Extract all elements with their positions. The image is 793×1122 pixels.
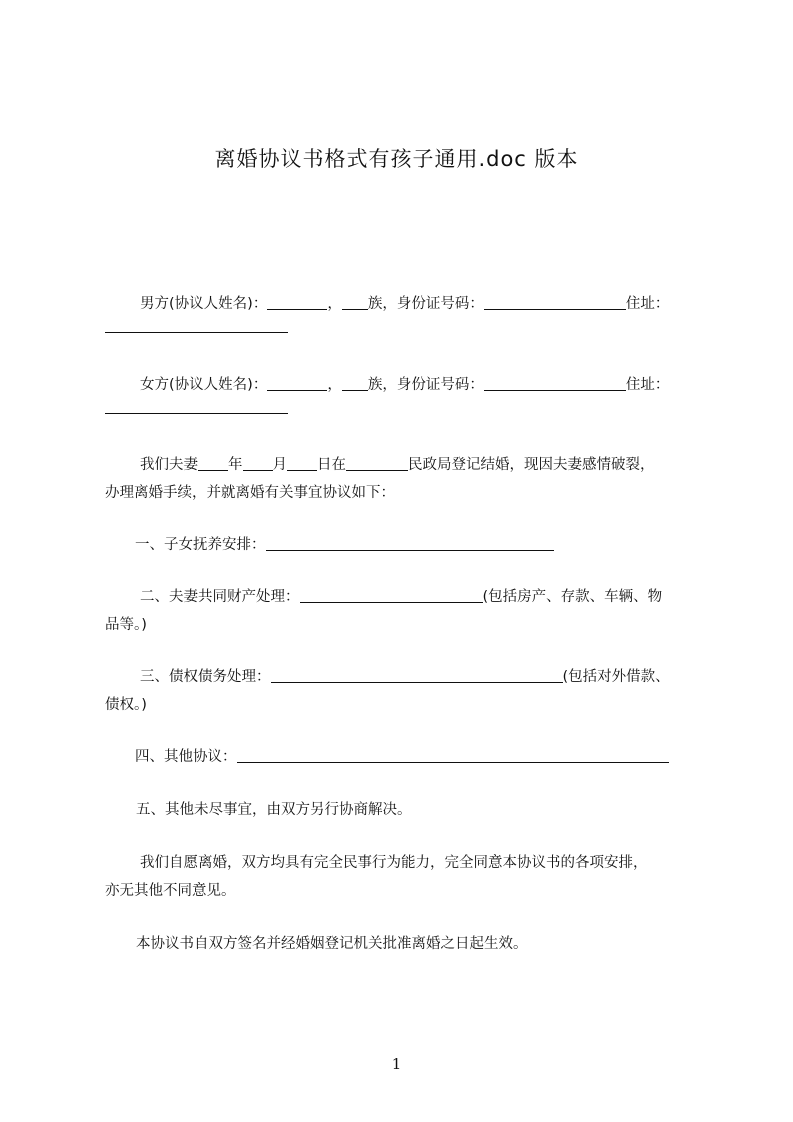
property-line: [140, 585, 662, 606]
month-label: 月: [272, 457, 287, 473]
wife-label: 女方(协议人姓名)：: [140, 377, 268, 393]
husband-line: [140, 292, 669, 313]
debts-blank[interactable]: [271, 668, 563, 683]
wife-address-label: 住址：: [625, 377, 670, 393]
bureau-blank[interactable]: [346, 456, 408, 471]
husband-label: 男方(协议人姓名)：: [140, 296, 268, 312]
day-blank[interactable]: [287, 456, 317, 471]
debts-note-2: 债权。): [105, 697, 147, 713]
voluntary-line-1: 我们自愿离婚，双方均具有完全民事行为能力，完全同意本协议书的各项安排，: [140, 855, 648, 871]
wife-id-label: 族，身份证号码：: [367, 377, 484, 393]
year-blank[interactable]: [198, 456, 228, 471]
debts-note: (包括对外借款、: [562, 669, 670, 685]
year-label: 年: [228, 457, 243, 473]
other-line: [135, 745, 669, 766]
husband-address-blank[interactable]: [105, 332, 288, 333]
other-label: 四、其他协议：: [135, 749, 237, 765]
comma: ，: [327, 377, 342, 393]
wife-address-blank[interactable]: [105, 413, 288, 414]
debts-label: 三、债权债务处理：: [140, 669, 271, 685]
other-blank[interactable]: [237, 748, 669, 763]
comma: ，: [327, 296, 342, 312]
property-note-2: 品等。): [105, 617, 147, 633]
wife-line: [140, 373, 669, 394]
property-blank[interactable]: [300, 588, 483, 603]
property-label: 二、夫妻共同财产处理：: [140, 589, 300, 605]
debts-line: [140, 665, 670, 686]
children-label: 一、子女抚养安排：: [135, 537, 266, 553]
children-line: [135, 533, 554, 554]
husband-ethnic-blank[interactable]: [342, 295, 368, 310]
marriage-text-2: 民政局登记结婚，现因夫妻感情破裂，: [408, 457, 655, 473]
marriage-text: 我们夫妻: [140, 457, 198, 473]
wife-ethnic-blank[interactable]: [342, 376, 368, 391]
children-blank[interactable]: [266, 536, 554, 551]
unresolved-line: 五、其他未尽事宜，由双方另行协商解决。: [136, 802, 412, 818]
husband-id-blank[interactable]: [484, 295, 626, 310]
month-blank[interactable]: [243, 456, 273, 471]
page-number: 1: [391, 1055, 402, 1073]
property-note: (包括房产、存款、车辆、物: [482, 589, 663, 605]
husband-id-label: 族，身份证号码：: [367, 296, 484, 312]
document-title: 离婚协议书格式有孩子通用.doc 版本: [214, 147, 579, 171]
voluntary-line-2: 亦无其他不同意见。: [105, 883, 236, 899]
wife-name-blank[interactable]: [267, 376, 327, 391]
husband-address-label: 住址：: [625, 296, 670, 312]
wife-id-blank[interactable]: [484, 376, 626, 391]
day-label: 日在: [317, 457, 346, 473]
marriage-line-2: 办理离婚手续，并就离婚有关事宜协议如下：: [105, 485, 395, 501]
effective-line: 本协议书自双方签名并经婚姻登记机关批准离婚之日起生效。: [136, 936, 528, 952]
husband-name-blank[interactable]: [267, 295, 327, 310]
marriage-line-1: [140, 453, 655, 474]
